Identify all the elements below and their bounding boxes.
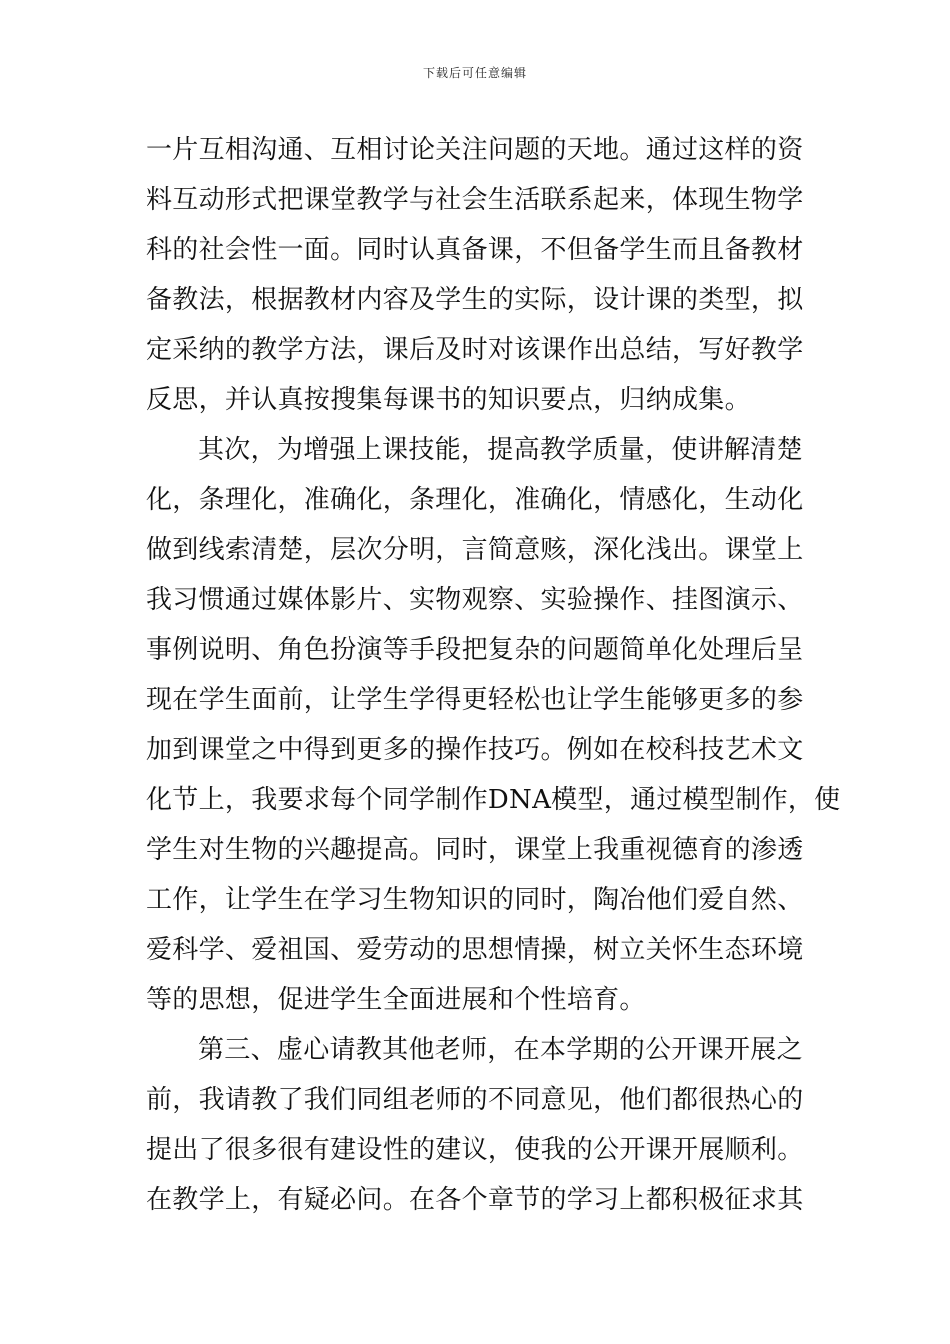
text-line: 化，条理化，准确化，条理化，准确化，情感化，生动化 bbox=[146, 485, 804, 515]
paragraph-1 bbox=[146, 125, 810, 425]
document-body bbox=[146, 125, 841, 1225]
text-line: 科的社会性一面。同时认真备课，不但备学生而且备教材 bbox=[146, 235, 804, 265]
text-line: 反思，并认真按搜集每课书的知识要点，归纳成集。 bbox=[146, 385, 751, 415]
paragraph-2 bbox=[146, 425, 841, 1025]
text-line: 定采纳的教学方法，课后及时对该课作出总结，写好教学 bbox=[146, 335, 804, 365]
text-line: 第三、虚心请教其他老师，在本学期的公开课开展之 bbox=[198, 1035, 803, 1065]
text-line: 其次，为增强上课技能，提高教学质量，使讲解清楚 bbox=[198, 435, 803, 465]
text-line: 加到课堂之中得到更多的操作技巧。例如在校科技艺术文 bbox=[146, 735, 804, 765]
text-line: 工作，让学生在学习生物知识的同时，陶冶他们爱自然、 bbox=[146, 885, 804, 915]
paragraph-3 bbox=[146, 1025, 810, 1225]
text-line: 化节上，我要求每个同学制作DNA模型，通过模型制作，使 bbox=[146, 785, 841, 815]
text-line: 学生对生物的兴趣提高。同时，课堂上我重视德育的渗透 bbox=[146, 835, 804, 865]
text-line: 现在学生面前，让学生学得更轻松也让学生能够更多的参 bbox=[146, 685, 804, 715]
text-line: 做到线索清楚，层次分明，言简意赅，深化浅出。课堂上 bbox=[146, 535, 804, 565]
text-line: 在教学上，有疑必问。在各个章节的学习上都积极征求其 bbox=[146, 1185, 804, 1215]
text-line: 事例说明、角色扮演等手段把复杂的问题简单化处理后呈 bbox=[146, 635, 804, 665]
text-line: 提出了很多很有建设性的建议，使我的公开课开展顺利。 bbox=[146, 1135, 804, 1165]
text-line: 等的思想，促进学生全面进展和个性培育。 bbox=[146, 985, 646, 1015]
text-line: 爱科学、爱祖国、爱劳动的思想情操，树立关怀生态环境 bbox=[146, 935, 804, 965]
text-line: 前，我请教了我们同组老师的不同意见，他们都很热心的 bbox=[146, 1085, 804, 1115]
page-header: 下载后可任意编辑 bbox=[422, 66, 527, 80]
text-line: 一片互相沟通、互相讨论关注问题的天地。通过这样的资 bbox=[146, 135, 804, 165]
text-line: 备教法，根据教材内容及学生的实际，设计课的类型，拟 bbox=[146, 285, 804, 315]
text-line: 我习惯通过媒体影片、实物观察、实验操作、挂图演示、 bbox=[146, 585, 804, 615]
text-line: 料互动形式把课堂教学与社会生活联系起来，体现生物学 bbox=[146, 185, 804, 215]
